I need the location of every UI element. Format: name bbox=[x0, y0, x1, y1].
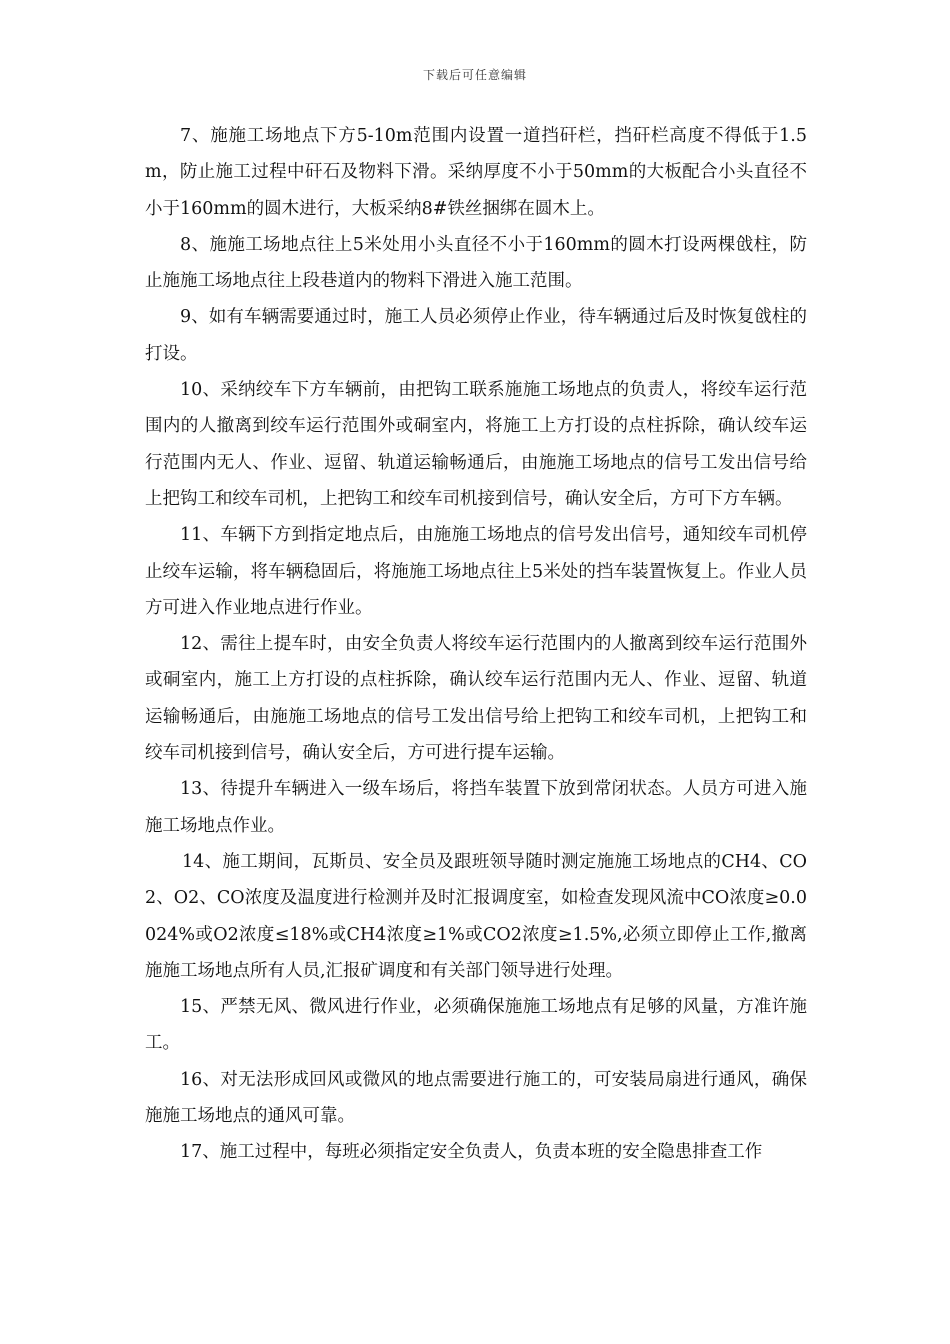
paragraph-7: 7、施施工场地点下方5-10m范围内设置一道挡矸栏，挡矸栏高度不得低于1.5m，防止施工过程中矸石及物料下滑。采纳厚度不小于50mm的大板配合小头直径不小于160mm的圆木进行，大板采纳8#铁丝捆绑在圆木上。 bbox=[145, 126, 807, 219]
paragraph-10: 10、采纳绞车下方车辆前，由把钩工联系施施工场地点的负责人，将绞车运行范围内的人撤离到绞车运行范围外或硐室内，将施工上方打设的点柱拆除，确认绞车运行范围内无人、作业、逗留、轨道运输畅通后，由施施工场地点的信号工发出信号给上把钩工和绞车司机，上把钩工和绞车司机接到信号，确认安全后，方可下方车辆。 bbox=[145, 380, 807, 509]
paragraph-9: 9、如有车辆需要通过时，施工人员必须停止作业，待车辆通过后及时恢复戗柱的打设。 bbox=[145, 307, 807, 364]
header-note: 下载后可任意编辑 bbox=[422, 68, 527, 82]
paragraph-8: 8、施施工场地点往上5米处用小头直径不小于160mm的圆木打设两棵戗柱，防止施施工场地点往上段巷道内的物料下滑进入施工范围。 bbox=[145, 234, 807, 292]
paragraph-15: 15、严禁无风、微风进行作业，必须确保施施工场地点有足够的风量，方准许施工。 bbox=[145, 997, 807, 1054]
paragraph-17: 17、施工过程中，每班必须指定安全负责人，负责本班的安全隐患排查工作 bbox=[180, 1142, 763, 1163]
paragraph-13: 13、待提升车辆进入一级车场后，将挡车装置下放到常闭状态。人员方可进入施施工场地点作业。 bbox=[145, 779, 807, 836]
paragraph-11: 11、车辆下方到指定地点后，由施施工场地点的信号发出信号，通知绞车司机停止绞车运输，将车辆稳固后，将施施工场地点往上5米处的挡车装置恢复上。作业人员方可进入作业地点进行作业。 bbox=[145, 525, 807, 618]
paragraph-16: 16、对无法形成回风或微风的地点需要进行施工的，可安装局扇进行通风，确保施施工场地点的通风可靠。 bbox=[145, 1069, 807, 1127]
paragraph-12: 12、需往上提车时，由安全负责人将绞车运行范围内的人撤离到绞车运行范围外或硐室内，施工上方打设的点柱拆除，确认绞车运行范围内无人、作业、逗留、轨道运输畅通后，由施施工场地点的信号工发出信号给上把钩工和绞车司机，上把钩工和绞车司机接到信号，确认安全后，方可进行提车运输。 bbox=[145, 634, 807, 764]
paragraph-14: 14、施工期间，瓦斯员、安全员及跟班领导随时测定施施工场地点的CH4、CO2、O2、CO浓度及温度进行检测并及时汇报调度室，如检查发现风流中CO浓度≥0.0024%或O2浓度≤18%或CH4浓度≥1%或CO2浓度≥1.5%,必须立即停止工作,撤离施施工场地点所有人员,汇报矿调度和有关部门领导进行处理。 bbox=[145, 851, 807, 981]
document-body bbox=[145, 118, 807, 1171]
